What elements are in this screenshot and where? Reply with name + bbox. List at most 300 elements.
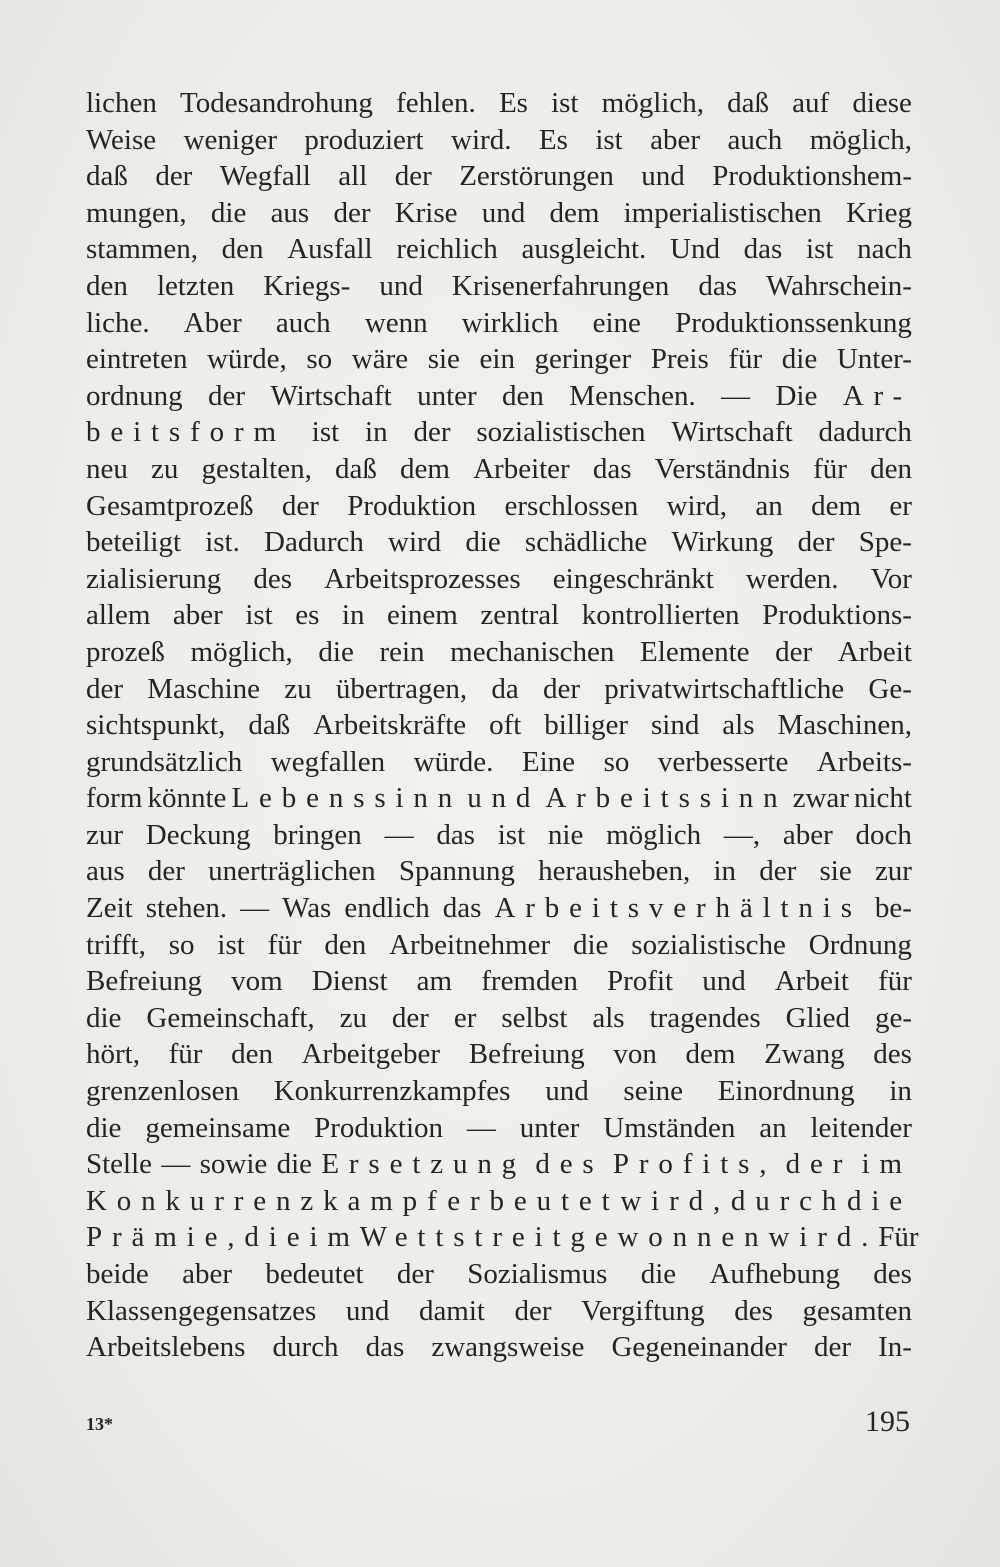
text-line [86, 780, 912, 817]
word: am [416, 965, 453, 998]
word: imperialistischen [623, 196, 822, 229]
word: Aber [183, 306, 242, 339]
word: die [86, 1111, 122, 1144]
word: den [324, 928, 367, 961]
word: von [613, 1038, 657, 1071]
word: herausheben, [538, 855, 691, 888]
word: gesamten [802, 1294, 912, 1327]
word: ist. [205, 526, 240, 559]
word: Klassengegensatzes [86, 1294, 317, 1327]
word: Produktion [314, 1111, 444, 1144]
word: Weise [86, 123, 157, 156]
word: Preis [650, 343, 709, 376]
word: Zerstörungen [459, 160, 614, 193]
text-line [86, 305, 912, 342]
word: Unter- [836, 343, 912, 376]
word: Krieg [845, 196, 912, 229]
word: In- [878, 1331, 912, 1364]
word: fehlen. [396, 87, 476, 119]
word: und [545, 1075, 589, 1108]
word: Gemeinschaft, [146, 1001, 315, 1034]
word: würde. [413, 745, 494, 778]
word: bringen [273, 818, 362, 851]
word: der [396, 1258, 434, 1290]
word: der [281, 489, 319, 522]
word: vom [231, 965, 283, 998]
word: für [267, 928, 302, 961]
word: Prämie, [86, 1221, 245, 1254]
word: eintreten [86, 343, 188, 376]
word: — [466, 1111, 496, 1144]
word: zu [284, 672, 312, 705]
word: als [722, 709, 755, 742]
word: Und [670, 233, 720, 266]
word: möglich, [809, 123, 912, 156]
word: Kriegs- [263, 269, 351, 302]
text-line [86, 1146, 912, 1183]
word: die [86, 1001, 122, 1034]
text-line [86, 1183, 912, 1220]
word: im [861, 1148, 912, 1181]
word: der [759, 855, 797, 888]
word: zur [86, 818, 124, 851]
word: des [734, 1294, 773, 1327]
word: — [240, 892, 270, 925]
word: da [491, 672, 519, 705]
word: daß [248, 709, 291, 742]
word: lichen [86, 87, 157, 119]
word: der [775, 635, 813, 668]
word: kontrollierten [581, 599, 740, 632]
text-line [86, 671, 912, 708]
text-line [86, 853, 912, 890]
word: prozeß [86, 635, 165, 668]
word: das [743, 233, 783, 266]
word: aber [182, 1258, 233, 1290]
word: Ge- [868, 672, 912, 705]
text-line [86, 1219, 919, 1256]
word: könnte [147, 782, 227, 815]
word: des [873, 1258, 912, 1290]
word: an [755, 489, 783, 522]
word: Umständen [603, 1111, 736, 1144]
word: dem [549, 196, 600, 229]
text-line [86, 341, 912, 378]
word: Zeit [86, 892, 133, 925]
word: diese [852, 87, 912, 119]
word: er [889, 489, 912, 522]
word: produziert [304, 123, 424, 156]
word: auf [792, 87, 830, 119]
word: sowie [199, 1148, 268, 1181]
word: wegfallen [270, 745, 386, 778]
word: allem [86, 599, 151, 632]
word: ein [479, 343, 515, 376]
word: Dienst [311, 965, 388, 998]
word: die [846, 1184, 912, 1217]
word: grundsätzlich [86, 745, 243, 778]
word: unerträglichen [208, 855, 376, 888]
word: Profits, [612, 1148, 777, 1181]
word: nach [857, 233, 912, 266]
word: ist [551, 87, 579, 119]
word: endlich [344, 892, 430, 925]
word: und [467, 782, 541, 815]
word: zentral [480, 599, 560, 632]
word: würde, [207, 343, 287, 376]
word: werden. [745, 562, 839, 595]
text-line [86, 488, 912, 525]
word: daß [727, 87, 769, 119]
word: Konkurrenzkampfes [273, 1075, 511, 1108]
word: wird [388, 526, 442, 559]
word: Wirtschaft [270, 379, 392, 412]
text-line [86, 122, 912, 159]
word: die [572, 928, 609, 961]
word: Maschinen, [777, 709, 912, 742]
word: rein [379, 635, 425, 668]
text-line [86, 268, 912, 305]
word: mechanischen [450, 635, 615, 668]
word: der [413, 416, 451, 449]
text-line [86, 231, 912, 268]
word: die [276, 1148, 313, 1181]
word: Spe- [858, 526, 912, 559]
word: daß [86, 160, 128, 193]
word: daß [335, 452, 377, 485]
word: Arbeit [837, 635, 912, 668]
word: es [295, 599, 320, 632]
word: Profit [607, 965, 674, 998]
text-line [86, 1073, 912, 1110]
word: Arbeitskräfte [313, 709, 467, 742]
word: zialisierung [86, 562, 222, 595]
word: den [86, 269, 128, 302]
word: Spannung [398, 855, 515, 888]
word: grenzenlosen [86, 1075, 239, 1108]
word: wirklich [461, 306, 559, 339]
word: ist [806, 233, 834, 266]
page-number: 195 [865, 1405, 910, 1438]
word: leitender [810, 1111, 912, 1144]
word: erbeutet [447, 1184, 620, 1217]
word: eingeschränkt [552, 562, 714, 595]
word: so [168, 928, 195, 961]
word: Ersetzung [321, 1148, 527, 1181]
word: tragendes [649, 1001, 761, 1034]
word: in [889, 1075, 912, 1108]
word: sie [819, 855, 852, 888]
word: sozialistische [631, 928, 786, 961]
word: dadurch [818, 416, 912, 449]
word: das [592, 452, 632, 485]
word: aber [782, 818, 833, 851]
word: er [453, 1001, 477, 1034]
word: die [318, 635, 354, 668]
word: Arbeitssinn [545, 782, 788, 815]
word: als [592, 1001, 625, 1034]
text-line [86, 1256, 912, 1293]
word: das [365, 1331, 405, 1364]
text-line [86, 744, 912, 781]
word: der [785, 1148, 853, 1181]
word: sozialistischen [476, 416, 646, 449]
word: Produktion [347, 489, 477, 522]
word: form [86, 782, 143, 815]
word: Es [498, 87, 528, 119]
word: der [86, 672, 124, 705]
word: Verständnis [654, 452, 790, 485]
word: ge- [874, 1001, 912, 1034]
text-line [86, 890, 912, 927]
word: eine [592, 306, 641, 339]
word: billiger [544, 709, 629, 742]
word: einem [386, 599, 458, 632]
word: Krisenerfahrungen [451, 269, 670, 302]
word: dem [685, 1038, 736, 1071]
word: hört, [86, 1038, 140, 1071]
text-line [86, 85, 912, 122]
word: Wirkung [671, 526, 774, 559]
word: fremden [481, 965, 578, 998]
text-line [86, 1110, 912, 1147]
word: möglich [606, 818, 702, 851]
word: durch [730, 1184, 847, 1217]
text-line [86, 927, 912, 964]
text-line [86, 963, 912, 1000]
word: Arbeits- [816, 745, 912, 778]
word: aus [86, 855, 125, 888]
word: stammen, [86, 233, 198, 266]
word: der [208, 379, 246, 412]
word: Ar- [842, 379, 912, 412]
word: Gegeneinander [611, 1331, 787, 1364]
word: privatwirtschaftliche [604, 672, 845, 705]
text-line [86, 524, 912, 561]
word: geringer [534, 343, 632, 376]
body-text [86, 85, 919, 1366]
word: weniger [183, 123, 277, 156]
word: so [306, 343, 333, 376]
word: auch [275, 306, 331, 339]
word: in [365, 416, 388, 449]
text-line [86, 1329, 912, 1366]
word: Ausfall [287, 233, 373, 266]
word: ist [217, 928, 245, 961]
word: die [781, 343, 818, 376]
word: in [713, 855, 737, 888]
word: nicht [854, 782, 912, 815]
word: die [640, 1258, 677, 1290]
word: letzten [156, 269, 235, 302]
word: unter [519, 1111, 580, 1144]
word: des [535, 1148, 604, 1181]
word: Arbeitsprozesses [324, 562, 521, 595]
word: — [161, 1148, 191, 1181]
word: Krise [394, 196, 458, 229]
word: zu [339, 1001, 367, 1034]
text-line [86, 597, 912, 634]
word: der [155, 160, 193, 193]
word: dem [811, 489, 862, 522]
word: aber [172, 599, 223, 632]
word: der [514, 1294, 552, 1327]
word: Es [538, 123, 568, 156]
word: Aufhebung [709, 1258, 840, 1290]
word: aber [650, 123, 701, 156]
word: Glied [785, 1001, 851, 1034]
word: all [338, 160, 368, 193]
word: Produktionssenkung [675, 306, 912, 339]
word: ausgleicht. [521, 233, 647, 266]
text-line [86, 378, 912, 415]
word: Befreiung [86, 965, 202, 998]
word: Stelle [86, 1148, 153, 1181]
word: Produktions- [762, 599, 912, 632]
word: zur [874, 855, 912, 888]
word: zu [151, 452, 179, 485]
word: für [878, 965, 912, 998]
word: und [379, 269, 423, 302]
text-line [86, 414, 912, 451]
word: übertragen, [335, 672, 468, 705]
word: selbst [501, 1001, 568, 1034]
word: des [873, 1038, 912, 1071]
word: Befreiung [468, 1038, 585, 1071]
text-line [86, 1036, 912, 1073]
word: durch [272, 1331, 339, 1364]
word: an [759, 1111, 787, 1144]
word: wäre [351, 343, 409, 376]
word: —, [723, 818, 761, 851]
word: der [147, 855, 185, 888]
word: der [814, 1331, 852, 1364]
word: sichtspunkt, [86, 709, 226, 742]
word: die [465, 526, 501, 559]
word: Elemente [640, 635, 750, 668]
text-line [86, 158, 912, 195]
word: damit [418, 1294, 485, 1327]
word: reichlich [396, 233, 498, 266]
word: Todesandrohung [180, 87, 373, 119]
word: wird. [768, 1221, 879, 1254]
word: der [333, 196, 371, 229]
word: Arbeitsverhältnis [494, 892, 862, 925]
word: gestalten, [201, 452, 312, 485]
word: nie [547, 818, 584, 851]
text-line [86, 451, 912, 488]
word: Für [878, 1221, 919, 1254]
word: aus [270, 196, 310, 229]
word: stehen. [145, 892, 228, 925]
word: ist [311, 416, 340, 449]
word: bedeutet [265, 1258, 364, 1290]
word: Vergiftung [581, 1294, 705, 1327]
word: und [641, 160, 685, 193]
word: Wegfall [219, 160, 311, 193]
word: auch [727, 123, 783, 156]
word: die [210, 196, 247, 229]
word: der [542, 672, 580, 705]
word: neu [86, 452, 128, 485]
word: beteiligt [86, 526, 182, 559]
word: der [394, 160, 432, 193]
word: für [813, 452, 847, 485]
word: wird. [451, 123, 512, 156]
word: Deckung [145, 818, 251, 851]
word: den [221, 233, 264, 266]
word: trifft, [86, 928, 146, 961]
word: möglich, [190, 635, 293, 668]
word: Was [282, 892, 332, 925]
word: gemeinsame [145, 1111, 291, 1144]
word: Einordnung [717, 1075, 855, 1108]
word: Arbeiter [473, 452, 570, 485]
word: das [442, 892, 482, 925]
word: beide [86, 1258, 149, 1290]
word: Lebenssinn [231, 782, 463, 815]
word: oft [489, 709, 522, 742]
word: die [244, 1221, 310, 1254]
word: Menschen. [569, 379, 696, 412]
word: seine [623, 1075, 683, 1108]
word: in [341, 599, 365, 632]
text-line [86, 1000, 912, 1037]
word: und [702, 965, 746, 998]
word: ist [497, 818, 526, 851]
word: Ordnung [808, 928, 912, 961]
word: sie [427, 343, 460, 376]
word: Vor [870, 562, 912, 595]
word: — [721, 379, 751, 412]
text-line [86, 1293, 912, 1330]
word: Eine [521, 745, 576, 778]
word: Arbeitnehmer [389, 928, 551, 961]
word: Arbeitgeber [301, 1038, 441, 1071]
printer-signature: 13* [86, 1414, 113, 1434]
word: doch [855, 818, 912, 851]
word: Konkurrenzkampf [86, 1184, 447, 1217]
word: Arbeit [774, 965, 849, 998]
word: für [728, 343, 763, 376]
word: Die [775, 379, 818, 412]
word: das [698, 269, 738, 302]
word: Sozialismus [467, 1258, 608, 1290]
word: wird, [620, 1184, 731, 1217]
word: schädliche [524, 526, 648, 559]
word: Dadurch [264, 526, 364, 559]
word: zwangsweise [431, 1331, 585, 1364]
word: der [797, 526, 835, 559]
word: erschlossen [504, 489, 639, 522]
word: des [253, 562, 293, 595]
word: das [436, 818, 475, 851]
word: — [384, 818, 414, 851]
word: den [870, 452, 912, 485]
word: Wirtschaft [671, 416, 793, 449]
word: ordnung [86, 379, 183, 412]
word: Maschine [147, 672, 261, 705]
word: möglich, [601, 87, 704, 119]
word: verbesserte [657, 745, 789, 778]
word: und [345, 1294, 390, 1327]
word: zwar [792, 782, 849, 815]
word: Gesamtprozeß [86, 489, 254, 522]
word: für [168, 1038, 203, 1071]
word: Arbeitslebens [86, 1331, 246, 1364]
word: sind [651, 709, 700, 742]
word: den [231, 1038, 273, 1071]
